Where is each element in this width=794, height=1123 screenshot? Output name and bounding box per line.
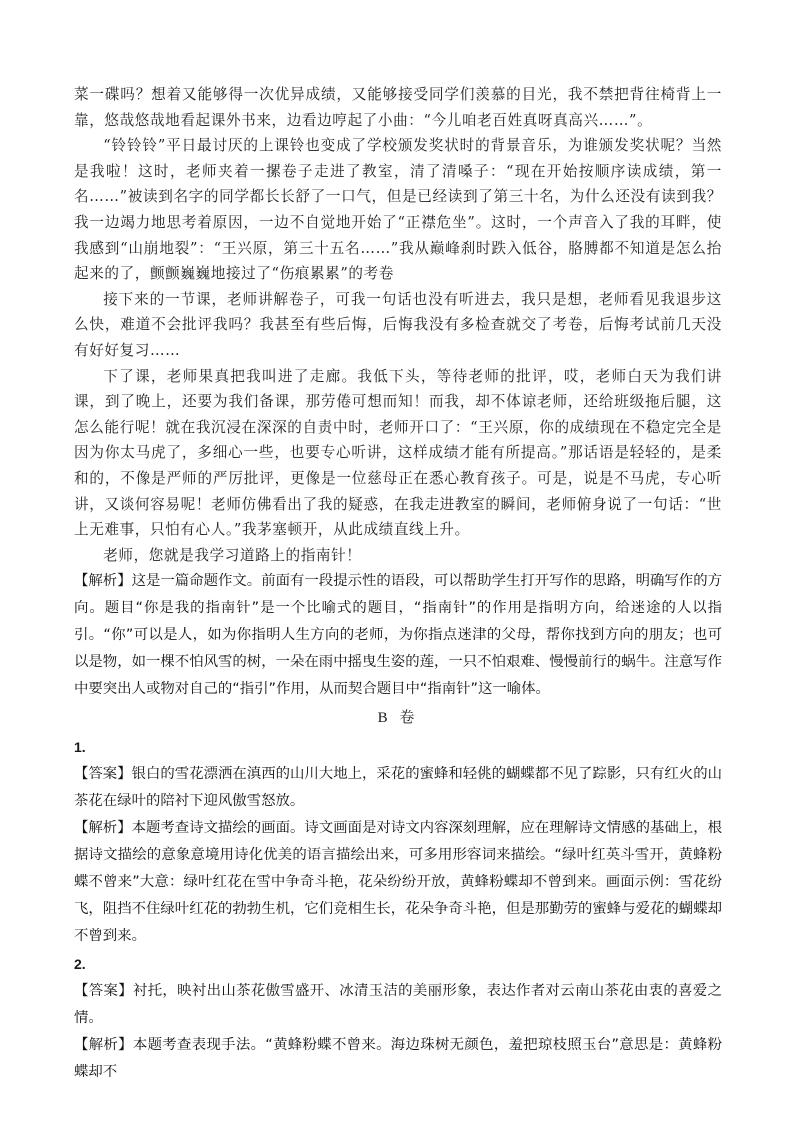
- essay-paragraph-4: 下了课，老师果真把我叫进了走廊。我低下头，等待老师的批评，哎，老师白天为我们讲课，到了晚上，还要为我们备课，那劳倦可想而知！而我，却不体谅老师，还给班级拖后腿，这怎么能行呢！就在我沉浸在深深的自责中时，老师开口了：“王兴原，你的成绩现在不稳定完全是因为你太马虎了，多细心一些，也要专心听讲，这样成绩才能有所提高。”那话语是轻轻的，是柔和的，不像是严师的严厉批评，更像是一位慈母正在悉心教育孩子。可是，说是不马虎，专心听讲，又谈何容易呢！老师仿佛看出了我的疑惑，在我走进教室的瞬间，老师俯身说了一句话：“世上无难事，只怕有心人。”我茅塞顿开，从此成绩直线上升。: [74, 367, 722, 539]
- question-number: 1.: [74, 739, 86, 756]
- sample-essay: [74, 82, 722, 568]
- answer-tag: 【答案】: [74, 983, 133, 1000]
- essay-paragraph-5: 老师，您就是我学习道路上的指南针！: [103, 546, 362, 564]
- question-answer: [74, 761, 722, 815]
- analysis-tag: 【解析】: [74, 1037, 133, 1054]
- essay-analysis: [74, 568, 722, 703]
- analysis-text: 这是一篇命题作文。前面有一段提示性的语段，可以帮助学生打开写作的思路，明确写作的方向。题目“你是我的指南针”是一个比喻式的题目，“指南针”的作用是指明方向，给迷途的人以指引。“你”可以是人，如为你指明人生方向的老师，为你指点迷津的父母，帮你找到方向的朋友；也可以是物，如一棵不怕风雪的树，一朵在雨中摇曳生姿的莲，一只不怕艰难、慢慢前行的蜗牛。注意写作中要突出人或物对自己的“指引”作用，从而契合题目中“指南针”这一喻体。: [74, 573, 722, 698]
- essay-paragraph-3: 接下来的一节课，老师讲解卷子，可我一句话也没有听进去，我只是想，老师看见我退步这么快，难道不会批评我吗？我甚至有些后悔，后悔我没有多检查就交了考卷，后悔考试前几天没有好好复习……: [74, 290, 722, 359]
- analysis-tag: 【解析】: [74, 820, 132, 837]
- analysis-text: 本题考查诗文描绘的画面。诗文画面是对诗文内容深刻理解，应在理解诗文情感的基础上，根据诗文描绘的意象意境用诗化优美的语言描绘出来，可多用形容词来描绘。“绿叶红英斗雪开，黄蜂粉蝶不曾来”大意：绿叶红花在雪中争奇斗艳，花朵纷纷开放，黄蜂粉蝶却不曾到来。画面示例：雪花纷飞，阻挡不住绿叶红花的勃勃生机，它们竞相生长，花朵争奇斗艳，但是那勤劳的蜜蜂与爱花的蝴蝶却不曾到来。: [74, 820, 722, 945]
- question-number: 2.: [74, 956, 86, 973]
- question-analysis: [74, 815, 722, 950]
- answer-text: 衬托，映衬出山茶花傲雪盛开、冰清玉洁的美丽形象，表达作者对云南山茶花由衷的喜爱之情。: [74, 983, 722, 1027]
- section-title: B 卷: [377, 710, 419, 727]
- answer-key: [74, 568, 722, 1086]
- essay-paragraph-1: 菜一碟吗？想着又能够得一次优异成绩，又能够接受同学们羡慕的目光，我不禁把背往椅背上一靠，悠哉悠哉地看起课外书来，边看边哼起了小曲：“今儿咱老百姓真呀真高兴……”。: [74, 86, 722, 129]
- question-analysis: [74, 1032, 722, 1086]
- question-answer: [74, 978, 722, 1032]
- analysis-tag: 【解析】: [74, 573, 132, 590]
- document-page: [74, 82, 722, 1086]
- answer-tag: 【答案】: [74, 766, 132, 783]
- analysis-text: 本题考查表现手法。“黄蜂粉蝶不曾来。海边珠树无颜色，羞把琼枝照玉台”意思是：黄蜂粉蝶却不: [74, 1037, 722, 1081]
- answer-text: 银白的雪花漂洒在滇西的山川大地上，采花的蜜蜂和轻佻的蝴蝶都不见了踪影，只有红火的山茶花在绿叶的陪衬下迎风傲雪怒放。: [74, 766, 722, 810]
- essay-paragraph-2: “铃铃铃”平日最讨厌的上课铃也变成了学校颁发奖状时的背景音乐，为谁颁发奖状呢？当然是我啦！这时，老师夹着一摞卷子走进了教室，清了清嗓子：“现在开始按顺序读成绩，第一名……”被读到名字的同学都长长舒了一口气，但是已经读到了第三十名，为什么还没有读到我？我一边竭力地思考着原因，一边不自觉地开始了“正襟危坐”。这时，一个声音入了我的耳畔，使我感到“山崩地裂”：“王兴原，第三十五名……”我从巅峰刹时跌入低谷，胳膊都不知道是怎么抬起来的了，颤颤巍巍地接过了“伤痕累累”的考卷: [74, 137, 722, 283]
